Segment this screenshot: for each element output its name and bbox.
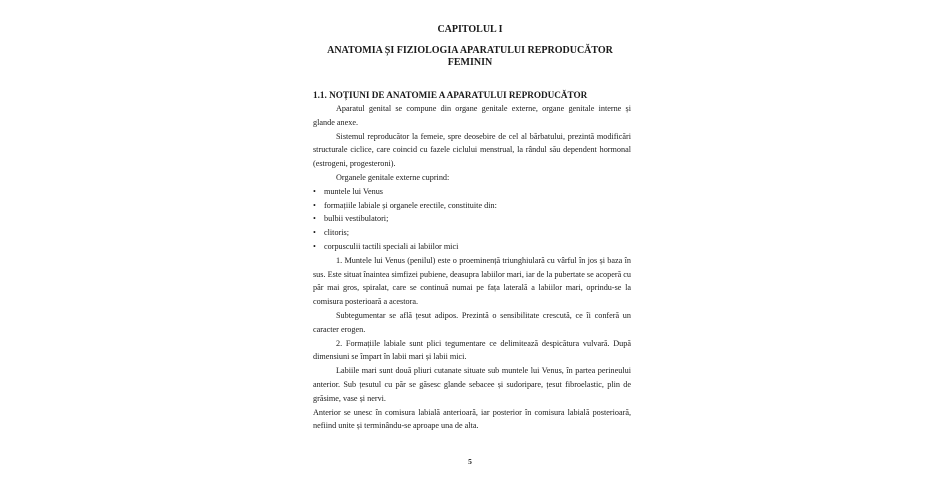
list-item: • clitoris; xyxy=(313,226,631,240)
section-heading: 1.1. NOȚIUNI DE ANATOMIE A APARATULUI REPRODUCĂTOR xyxy=(313,90,588,100)
paragraph-7: Labiile mari sunt două pliuri cutanate situate sub muntele lui Venus, în partea perineului anterior. Sub țesutul cu păr se găsesc glande sebacee și sudoripare, țesut fibroelastic, plin de grăsime, vase și nervi. xyxy=(313,366,631,403)
chapter-title-line-1: ANATOMIA ȘI FIZIOLOGIA APARATULUI REPRODUCĂTOR xyxy=(327,45,613,56)
bullet-icon: • xyxy=(313,241,316,251)
paragraph-6: 2. Formațiile labiale sunt plici tegumentare ce delimitează despicătura vulvară. După dimensiuni se împart în labii mari și labii mici. xyxy=(313,338,631,362)
paragraph-8: Anterior se unesc în comisura labială anterioară, iar posterior în comisura labială posterioară, nefiind unite și terminându-se aproape una de alta. xyxy=(313,407,631,431)
bullet-icon: • xyxy=(313,186,316,196)
chapter-title-line-2: FEMININ xyxy=(447,57,493,68)
list-item: • corpusculii tactili speciali ai labiilor mici xyxy=(313,240,631,254)
bullet-icon: • xyxy=(313,214,316,224)
list-item: • muntele lui Venus xyxy=(313,185,631,199)
chapter-title xyxy=(0,45,940,69)
body-text xyxy=(313,102,631,433)
bullet-icon: • xyxy=(313,228,316,238)
paragraph-5: Subtegumentar se află țesut adipos. Prezintă o sensibilitate crescută, ce îi conferă un caracter erogen. xyxy=(313,310,631,334)
paragraph-2: Sistemul reproducător la femeie, spre deosebire de cel al bărbatului, prezintă modificări structurale ciclice, care coincid cu fazele ciclului menstrual, la rândul său dependent hormonal (estrogeni, progesteroni). xyxy=(313,131,631,169)
bullet-icon: • xyxy=(313,200,316,210)
paragraph-3: Organele genitale externe cuprind: xyxy=(336,172,450,182)
list-item: • formațiile labiale și organele erectile, constituite din: xyxy=(313,199,631,213)
paragraph-4: 1. Muntele lui Venus (penilul) este o proeminență triunghiulară cu vârful în jos și baza în sus. Este situat înaintea simfizei pubiene, deasupra labiilor mari, iar de la pubertate se acoperă cu păr mai gros, spiralat, care se continuă numai pe fața laterală a labiilor mari, oprindu-se la comisura posterioară a acestora. xyxy=(313,255,631,307)
list-item: • bulbii vestibulatori; xyxy=(313,212,631,226)
paragraph-1: Aparatul genital se compune din organe genitale externe, organe genitale interne și glande anexe. xyxy=(313,104,631,127)
page-number: 5 xyxy=(468,457,472,466)
bullet-list xyxy=(313,185,631,254)
chapter-heading: CAPITOLUL I xyxy=(437,24,503,35)
